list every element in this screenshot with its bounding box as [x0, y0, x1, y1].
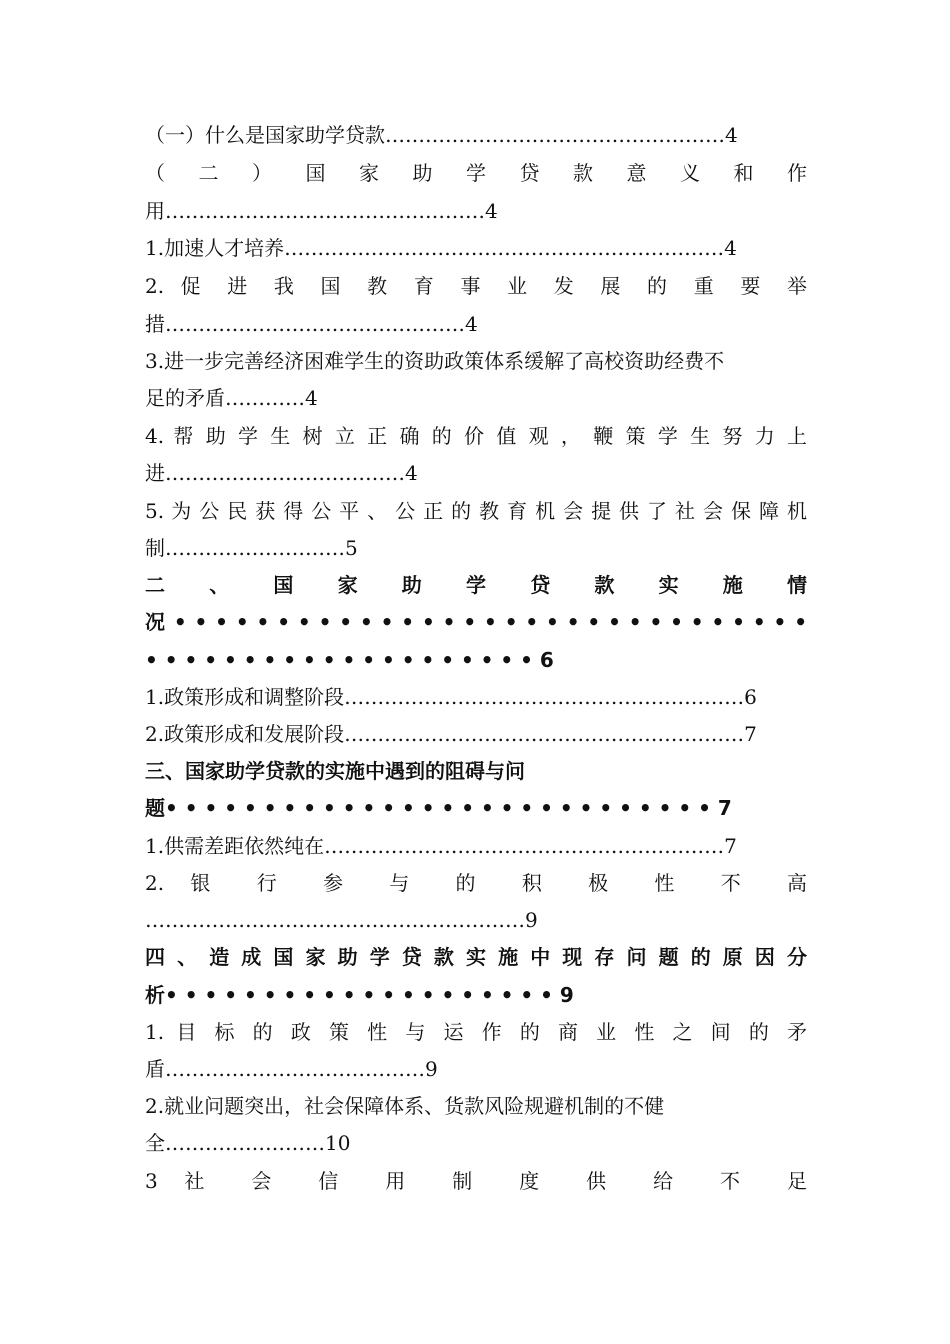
toc-entry[interactable]: 4. 帮 助 学 生 树 立 正 确 的 价 值 观 ， 鞭 策 学 生 努 力 上 [145, 424, 807, 448]
toc-section-heading[interactable]: 三、国家助学贷款的实施中遇到的阻碍与问 [145, 759, 525, 783]
toc-section-heading[interactable]: 二 、 国 家 助 学 贷 款 实 施 情 [145, 573, 807, 597]
toc-entry-continuation[interactable]: 制………………………5 [145, 536, 358, 560]
toc-entry[interactable]: 5. 为 公 民 获 得 公 平 、 公 正 的 教 育 机 会 提 供 了 社 会 保 障 机 [145, 499, 807, 523]
toc-entry[interactable]: （ 二 ） 国 家 助 学 贷 款 意 义 和 作 [145, 161, 807, 185]
toc-entry[interactable]: 2.政策形成和发展阶段……………………………………………………7 [145, 722, 757, 746]
toc-section-heading-continuation[interactable]: • • • • • • • • • • • • • • • • • • • • 6 [145, 648, 554, 672]
toc-entry-continuation[interactable]: 用…………………………………………4 [145, 199, 498, 223]
toc-entry[interactable]: 1. 目 标 的 政 策 性 与 运 作 的 商 业 性 之 间 的 矛 [145, 1020, 807, 1044]
toc-entry[interactable]: 2.就业问题突出，社会保障体系、货款风险规避机制的不健 [145, 1094, 665, 1118]
toc-section-heading-continuation[interactable]: 析• • • • • • • • • • • • • • • • • • • • 9 [145, 983, 574, 1007]
toc-entry[interactable]: 3.进一步完善经济困难学生的资助政策体系缓解了高校资助经费不 [145, 349, 725, 373]
toc-entry[interactable]: 2. 促 进 我 国 教 育 事 业 发 展 的 重 要 举 [145, 274, 807, 298]
toc-entry-continuation[interactable]: 措………………………………………4 [145, 312, 478, 336]
toc-entry[interactable]: 3 社 会 信 用 制 度 供 给 不 足 [145, 1169, 807, 1193]
toc-entry-continuation[interactable]: 全……………………10 [145, 1131, 351, 1155]
toc-entry-continuation[interactable]: 足的矛盾…………4 [145, 386, 318, 410]
toc-entry[interactable]: 1.政策形成和调整阶段……………………………………………………6 [145, 685, 757, 709]
toc-entry-continuation[interactable]: 盾…………………………………9 [145, 1057, 438, 1081]
toc-entry-continuation[interactable]: …………………………………………………9 [145, 908, 538, 932]
toc-section-heading-continuation[interactable]: 题• • • • • • • • • • • • • • • • • • • • • • • • • • • • 7 [145, 796, 732, 820]
toc-entry[interactable]: 1.加速人才培养…………………………………………………………4 [145, 236, 737, 260]
toc-section-heading[interactable]: 四 、 造 成 国 家 助 学 贷 款 实 施 中 现 存 问 题 的 原 因 分 [145, 945, 807, 969]
toc-section-heading-continuation[interactable]: 况 • • • • • • • • • • • • • • • • • • • • • • • • • • • • • • • [145, 610, 807, 634]
toc-entry[interactable]: 2. 银 行 参 与 的 积 极 性 不 高 [145, 871, 807, 895]
toc-entry-continuation[interactable]: 进………………………………4 [145, 461, 418, 485]
toc-entry[interactable]: 1.供需差距依然纯在……………………………………………………7 [145, 834, 737, 858]
toc-entry[interactable]: （一）什么是国家助学贷款……………………………………………4 [145, 123, 738, 147]
